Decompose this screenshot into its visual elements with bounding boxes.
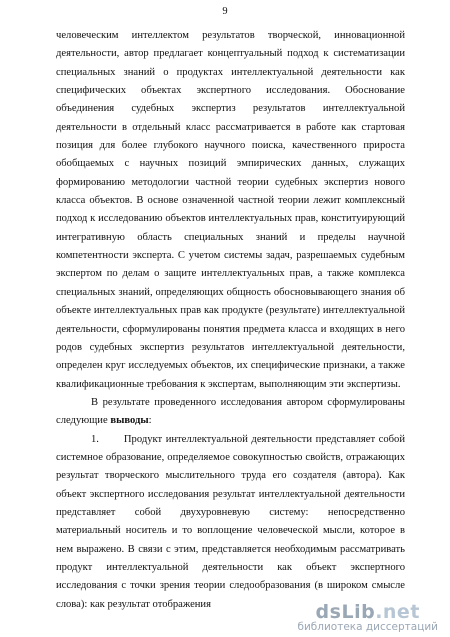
watermark-subtitle: библиотека диссертаций (297, 621, 438, 633)
paragraph-conclusions-intro (56, 394, 405, 431)
page-number: 9 (222, 6, 228, 17)
watermark-logo-main: dsLib (315, 601, 376, 623)
conclusion-item-1: 1. Продукт интеллектуальной деятельности представляет собой системное образование, определяемое совокупностью свойств, отражающих результат творческого мыслительного труда его создателя (автора). Как объект экспертного исследования результат интеллектуальной деятельности представляет собой двухуровневую систему: непосредственно материальный носитель и то воплощение человеческой мысли, которое в нем выражено. В связи с этим, представляется необходимым рассматривать продукт интеллектуальной деятельности как объект экспертного исследования с точки зрения теории следообразования (в широком смысле слова): как результат отображения (56, 433, 405, 610)
watermark-logo (297, 601, 438, 623)
watermark-logo-ext: .net (375, 601, 420, 623)
paragraph-intro: человеческим интеллектом результатов творческой, инновационной деятельности, автор предлагает концептуальный подход к систематизации специальных знаний о продуктах интеллектуальной деятельности как специфических объектах экспертного исследования. Обоснование объединения судебных экспертиз результатов интеллектуальной деятельности в отдельный класс рассматривается в работе как стартовая позиция для более глубокого научного поиска, качественного прироста обобщаемых с научных позиций эмпирических данных, служащих формированию методологии частной теории судебных экспертиз нового класса объектов. В основе означенной частной теории лежит комплексный подход к исследованию объектов интеллектуальных прав, конституирующий интегративную область специальных знаний и пределы научной компетентности эксперта. С учетом системы задач, разрешаемых судебным экспертом по делам о защите интеллектуальных прав, а также комплекса специальных знаний, определяющих общность обосновывающего знания об объекте интеллектуальных прав как продукте (результате) интеллектуальной деятельности, сформулированы понятия предмета класса и входящих в него родов судебных экспертиз результатов интеллектуальной деятельности, определен круг исследуемых объектов, их специфические признаки, а также квалификационные требования к экспертам, выполняющим эти экспертизы. (56, 30, 405, 390)
conclusions-intro-text: В результате проведенного исследования автором сформулированы следующие (56, 396, 405, 427)
conclusions-colon: : (148, 415, 152, 427)
document-body (56, 27, 405, 614)
watermark (297, 601, 438, 633)
conclusions-bold-word: выводы (110, 415, 149, 427)
